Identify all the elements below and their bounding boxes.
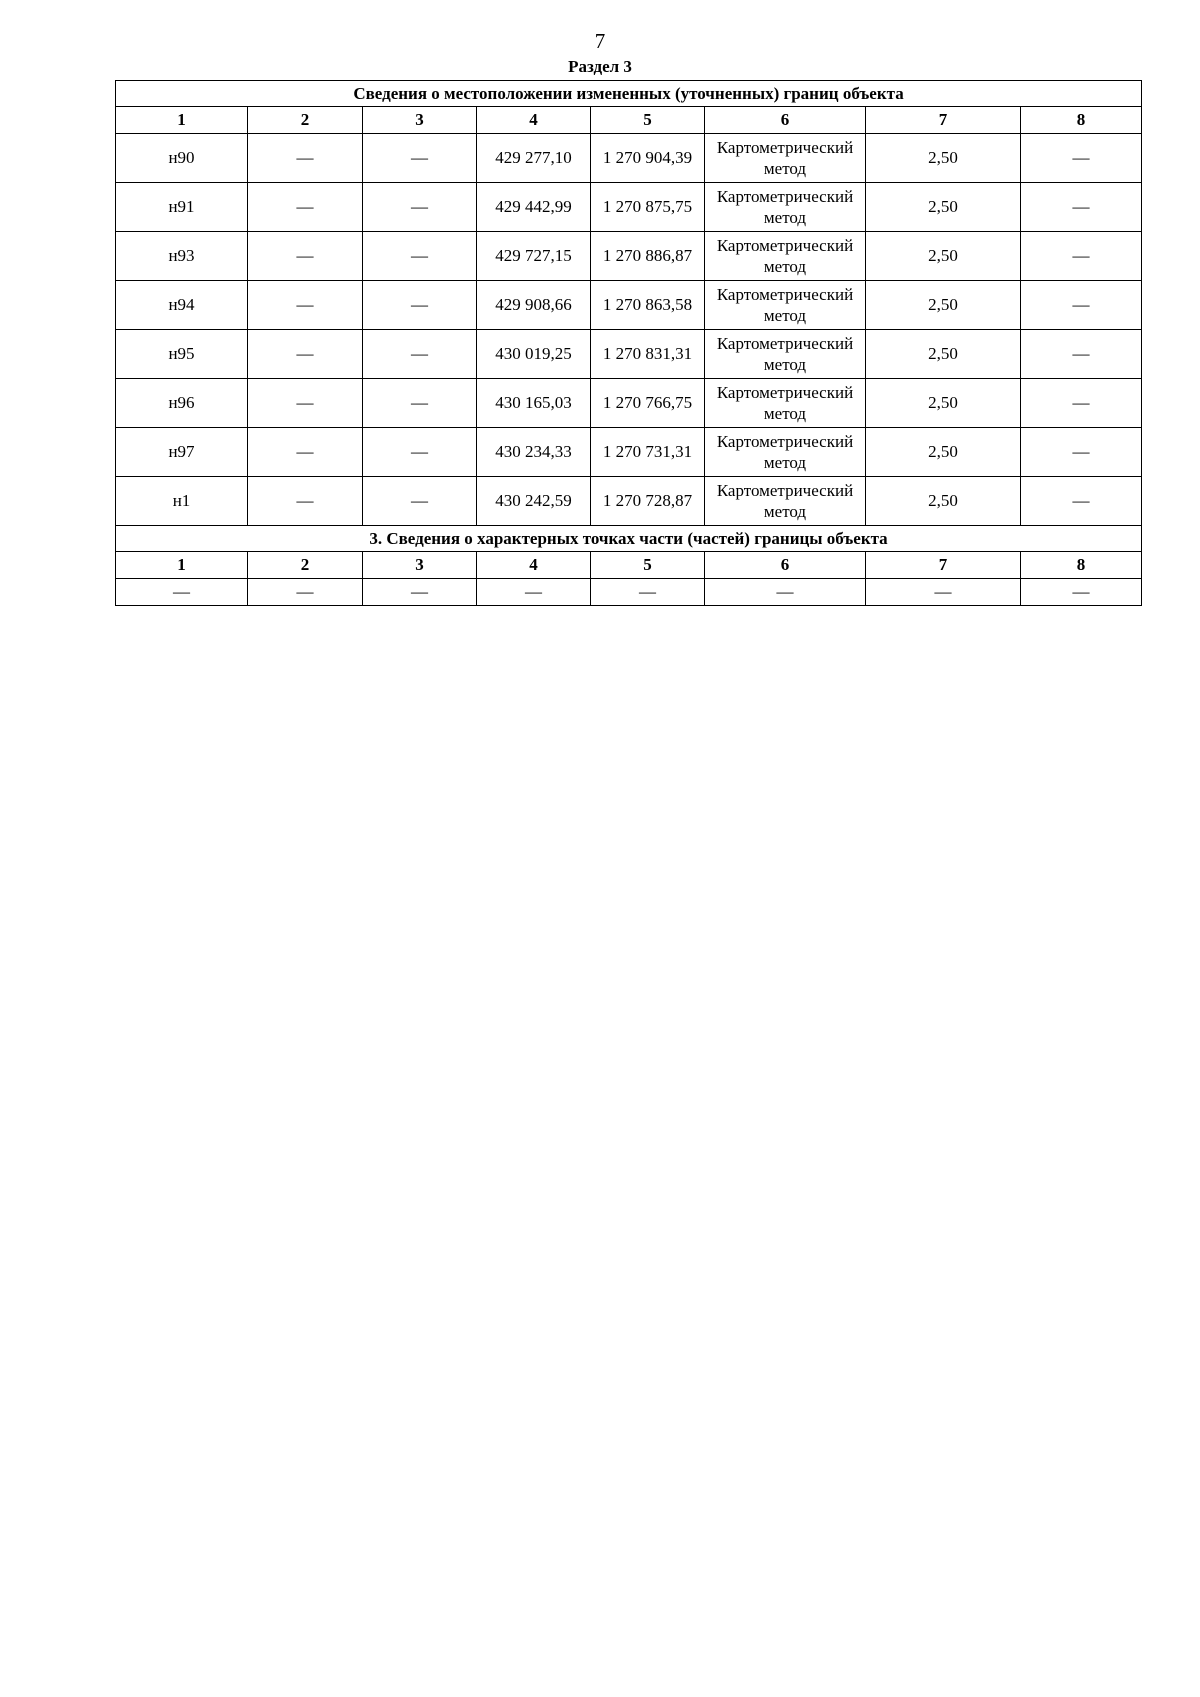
- table-cell: —: [1021, 183, 1142, 232]
- table-cell: 2,50: [866, 232, 1021, 281]
- table-cell: —: [591, 579, 705, 606]
- table-cell: —: [363, 379, 477, 428]
- column-header: 3: [363, 107, 477, 134]
- table-row: [116, 183, 1142, 232]
- table-cell: —: [1021, 477, 1142, 526]
- table-cell: 1 270 831,31: [591, 330, 705, 379]
- table-cell: 429 908,66: [477, 281, 591, 330]
- table-cell: 1 270 886,87: [591, 232, 705, 281]
- table-cell: —: [248, 281, 363, 330]
- column-header: 5: [591, 107, 705, 134]
- table-cell: н1: [116, 477, 248, 526]
- method-cell: Картометрический метод: [705, 428, 866, 477]
- table-cell: 2,50: [866, 183, 1021, 232]
- table-row: [116, 330, 1142, 379]
- table-cell: 2,50: [866, 281, 1021, 330]
- table-cell: —: [363, 428, 477, 477]
- table-cell: —: [248, 330, 363, 379]
- table-cell: —: [248, 379, 363, 428]
- table-cell: —: [363, 477, 477, 526]
- table-row: [116, 134, 1142, 183]
- table1-title: Сведения о местоположении измененных (уточненных) границ объекта: [116, 81, 1142, 107]
- table-cell: н90: [116, 134, 248, 183]
- column-header: 1: [116, 107, 248, 134]
- column-header: 7: [866, 107, 1021, 134]
- column-header: 3: [363, 552, 477, 579]
- method-cell: Картометрический метод: [705, 232, 866, 281]
- table-cell: —: [363, 579, 477, 606]
- table1-title-row: [116, 81, 1142, 107]
- column-header: 5: [591, 552, 705, 579]
- table-cell: —: [866, 579, 1021, 606]
- table-cell: 2,50: [866, 379, 1021, 428]
- method-cell: Картометрический метод: [705, 134, 866, 183]
- table-cell: 430 165,03: [477, 379, 591, 428]
- table-cell: 1 270 863,58: [591, 281, 705, 330]
- table-cell: —: [1021, 379, 1142, 428]
- boundary-table: [115, 80, 1142, 606]
- method-cell: Картометрический метод: [705, 281, 866, 330]
- table-cell: 429 277,10: [477, 134, 591, 183]
- table-cell: 430 242,59: [477, 477, 591, 526]
- table-cell: —: [248, 134, 363, 183]
- table2-title: 3. Сведения о характерных точках части (частей) границы объекта: [116, 526, 1142, 552]
- method-cell: Картометрический метод: [705, 183, 866, 232]
- page-number: 7: [594, 29, 606, 53]
- table-row: [116, 232, 1142, 281]
- table-cell: —: [248, 183, 363, 232]
- table-row: [116, 428, 1142, 477]
- table-cell: 1 270 766,75: [591, 379, 705, 428]
- column-header: 6: [705, 552, 866, 579]
- table-cell: —: [116, 579, 248, 606]
- table-cell: 1 270 875,75: [591, 183, 705, 232]
- table-cell: —: [1021, 232, 1142, 281]
- table-cell: 2,50: [866, 477, 1021, 526]
- table-cell: —: [1021, 134, 1142, 183]
- table-cell: —: [1021, 281, 1142, 330]
- table-cell: н96: [116, 379, 248, 428]
- table-cell: н91: [116, 183, 248, 232]
- table-cell: н97: [116, 428, 248, 477]
- table-cell: —: [248, 232, 363, 281]
- table-cell: 2,50: [866, 428, 1021, 477]
- column-header: 8: [1021, 552, 1142, 579]
- column-header: 4: [477, 107, 591, 134]
- table-row: [116, 281, 1142, 330]
- table-cell: 1 270 728,87: [591, 477, 705, 526]
- method-cell: Картометрический метод: [705, 330, 866, 379]
- table-cell: 430 234,33: [477, 428, 591, 477]
- table2-row: [116, 579, 1142, 606]
- table-cell: —: [363, 281, 477, 330]
- table-cell: н93: [116, 232, 248, 281]
- table-cell: н95: [116, 330, 248, 379]
- table-cell: —: [1021, 428, 1142, 477]
- table-cell: —: [477, 579, 591, 606]
- table-cell: 2,50: [866, 134, 1021, 183]
- table-cell: —: [248, 579, 363, 606]
- table-cell: —: [248, 477, 363, 526]
- table-cell: —: [248, 428, 363, 477]
- column-header: 7: [866, 552, 1021, 579]
- table2-title-row: [116, 526, 1142, 552]
- table-cell: н94: [116, 281, 248, 330]
- method-cell: Картометрический метод: [705, 379, 866, 428]
- table-cell: —: [1021, 330, 1142, 379]
- table-cell: 2,50: [866, 330, 1021, 379]
- table-cell: —: [363, 232, 477, 281]
- table2-column-header-row: [116, 552, 1142, 579]
- column-header: 1: [116, 552, 248, 579]
- table-cell: 429 442,99: [477, 183, 591, 232]
- table-cell: —: [705, 579, 866, 606]
- table-cell: —: [1021, 579, 1142, 606]
- section-title: Раздел 3: [568, 57, 632, 76]
- method-cell: Картометрический метод: [705, 477, 866, 526]
- table-cell: —: [363, 330, 477, 379]
- table-cell: 430 019,25: [477, 330, 591, 379]
- table-cell: 1 270 904,39: [591, 134, 705, 183]
- column-header: 8: [1021, 107, 1142, 134]
- table-cell: 1 270 731,31: [591, 428, 705, 477]
- table-cell: 429 727,15: [477, 232, 591, 281]
- table-row: [116, 477, 1142, 526]
- boundary-table-body: [116, 81, 1142, 606]
- table-cell: —: [363, 183, 477, 232]
- table1-column-header-row: [116, 107, 1142, 134]
- column-header: 6: [705, 107, 866, 134]
- table-row: [116, 379, 1142, 428]
- column-header: 4: [477, 552, 591, 579]
- column-header: 2: [248, 552, 363, 579]
- table-cell: —: [363, 134, 477, 183]
- column-header: 2: [248, 107, 363, 134]
